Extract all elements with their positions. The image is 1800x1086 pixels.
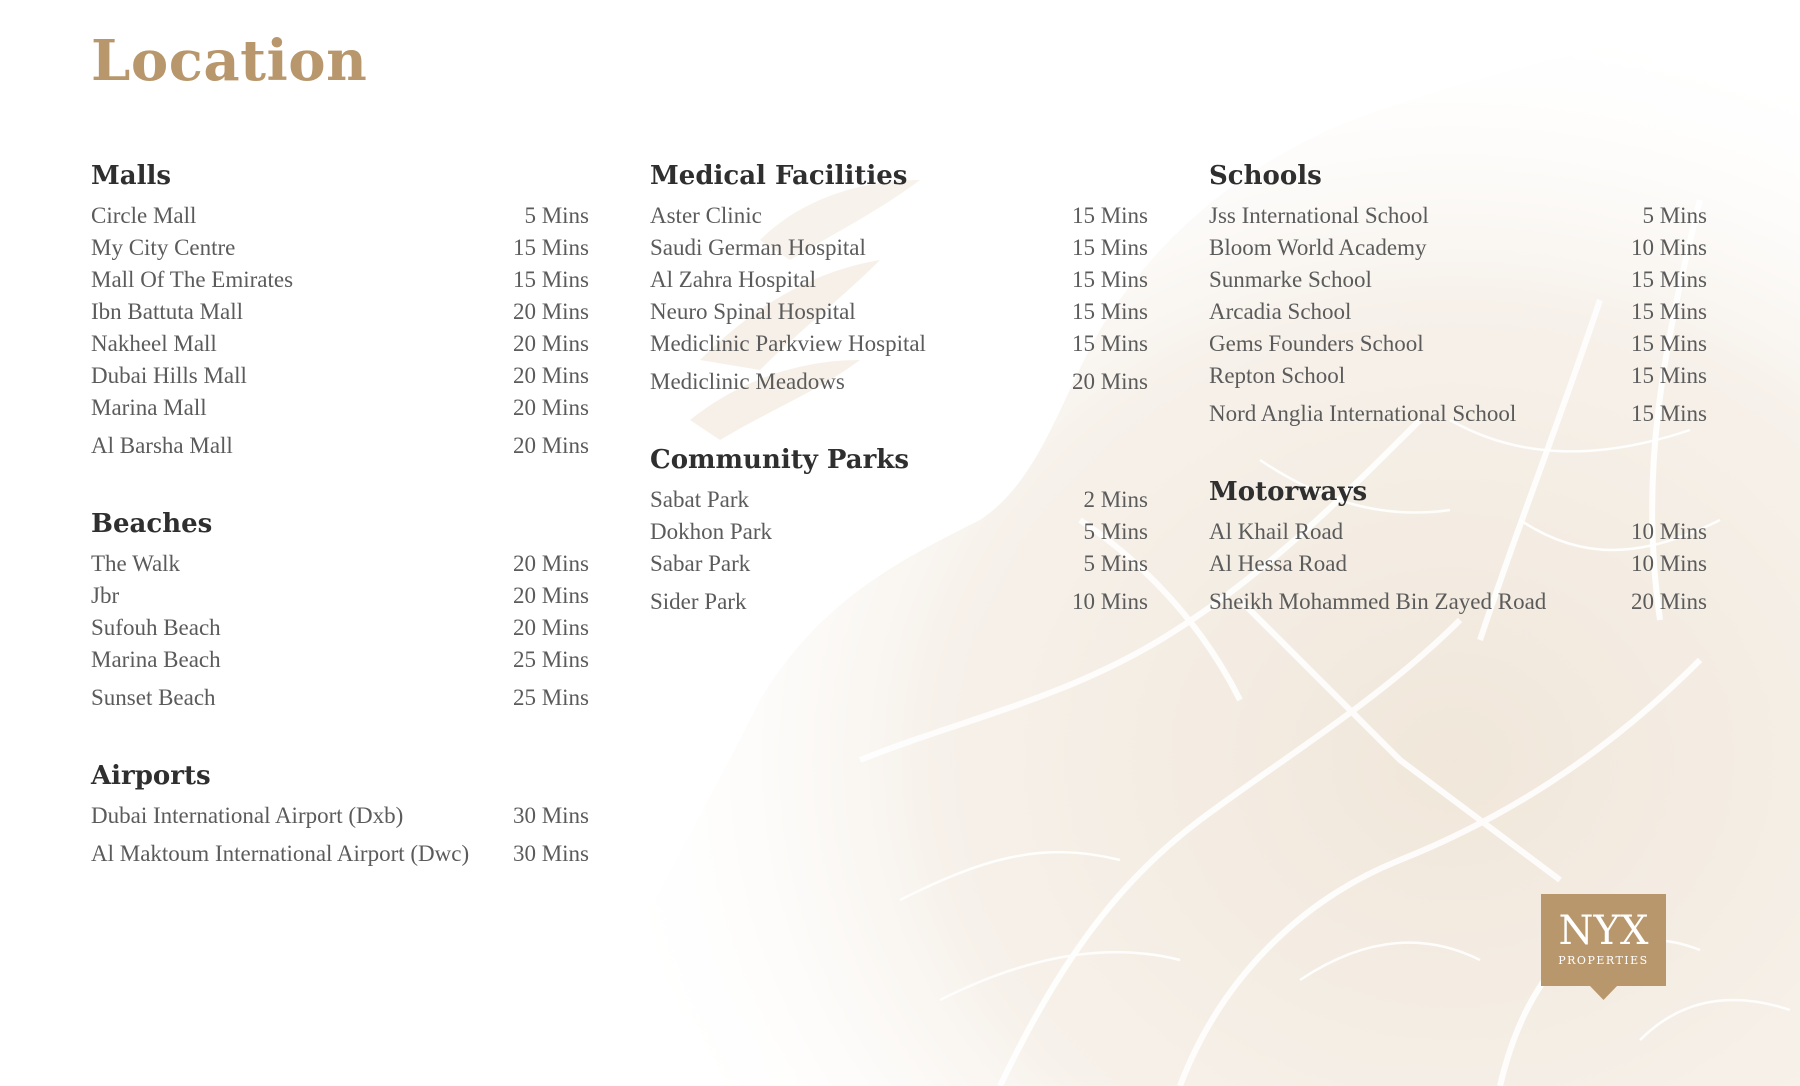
- section-title: Medical Facilities: [650, 161, 908, 191]
- list-item: [91, 264, 589, 296]
- list-item: [91, 800, 589, 832]
- place-name: Dokhon Park: [650, 519, 773, 544]
- place-name: Nakheel Mall: [91, 331, 217, 356]
- place-name: Sabat Park: [650, 487, 750, 512]
- place-name: Mall Of The Emirates: [91, 267, 294, 292]
- list-item: [650, 264, 1148, 296]
- travel-time: 15 Mins: [512, 235, 589, 260]
- list-item: [1209, 200, 1707, 232]
- section-title: Schools: [1209, 161, 1322, 191]
- place-name: Sufouh Beach: [91, 615, 221, 640]
- section-community-parks: [650, 440, 1148, 618]
- section-title: Beaches: [91, 509, 213, 539]
- place-name: Sabar Park: [650, 551, 751, 576]
- travel-time: 15 Mins: [1071, 235, 1148, 260]
- place-name: Gems Founders School: [1209, 331, 1424, 356]
- list-item: [1209, 360, 1707, 392]
- place-name: Marina Beach: [91, 647, 221, 672]
- logo-subtitle: PROPERTIES: [1558, 954, 1649, 967]
- travel-time: 15 Mins: [1071, 299, 1148, 324]
- travel-time: 20 Mins: [512, 433, 589, 458]
- list-item: [1209, 548, 1707, 580]
- travel-time: 10 Mins: [1630, 235, 1707, 260]
- list-item: [91, 612, 589, 644]
- list-item: [1209, 232, 1707, 264]
- travel-time: 5 Mins: [524, 203, 589, 228]
- section-motorways: [1209, 472, 1707, 618]
- place-name: Repton School: [1209, 363, 1346, 388]
- place-name: Bloom World Academy: [1209, 235, 1427, 260]
- list-item: [1209, 296, 1707, 328]
- travel-time: 20 Mins: [512, 583, 589, 608]
- page-title: Location: [91, 28, 368, 94]
- list-item: [91, 392, 589, 424]
- section-title: Malls: [91, 161, 172, 191]
- place-name: My City Centre: [91, 235, 236, 260]
- column-2: [650, 156, 1148, 660]
- list-item: [91, 644, 589, 676]
- list-item: [91, 580, 589, 612]
- travel-time: 20 Mins: [512, 551, 589, 576]
- place-name: Al Barsha Mall: [91, 433, 233, 458]
- list-item: [650, 586, 1148, 618]
- list-item: [650, 232, 1148, 264]
- place-name: Saudi German Hospital: [650, 235, 866, 260]
- place-name: Neuro Spinal Hospital: [650, 299, 856, 324]
- travel-time: 15 Mins: [1071, 203, 1148, 228]
- list-item: [650, 366, 1148, 398]
- travel-time: 30 Mins: [512, 841, 589, 866]
- place-name: Al Zahra Hospital: [650, 267, 817, 292]
- place-name: Sheikh Mohammed Bin Zayed Road: [1209, 589, 1547, 614]
- travel-time: 20 Mins: [512, 331, 589, 356]
- travel-time: 10 Mins: [1071, 589, 1148, 614]
- place-name: Ibn Battuta Mall: [91, 299, 244, 324]
- travel-time: 15 Mins: [1630, 299, 1707, 324]
- place-name: The Walk: [91, 551, 181, 576]
- list-item: [91, 328, 589, 360]
- travel-time: 15 Mins: [1071, 267, 1148, 292]
- list-item: [650, 200, 1148, 232]
- list-item: [650, 548, 1148, 580]
- place-name: Dubai International Airport (Dxb): [91, 803, 404, 828]
- section-airports: [91, 756, 589, 870]
- travel-time: 5 Mins: [1083, 551, 1148, 576]
- list-item: [91, 682, 589, 714]
- travel-time: 20 Mins: [512, 615, 589, 640]
- section-beaches: [91, 504, 589, 714]
- section-medical-facilities: [650, 156, 1148, 398]
- section-schools: [1209, 156, 1707, 430]
- list-item: [1209, 398, 1707, 430]
- list-item: [650, 328, 1148, 360]
- list-item: [91, 430, 589, 462]
- section-title: Motorways: [1209, 477, 1368, 507]
- travel-time: 15 Mins: [1071, 331, 1148, 356]
- list-item: [91, 548, 589, 580]
- travel-time: 15 Mins: [512, 267, 589, 292]
- list-item: [1209, 516, 1707, 548]
- place-name: Sunset Beach: [91, 685, 216, 710]
- place-name: Nord Anglia International School: [1209, 401, 1517, 426]
- travel-time: 15 Mins: [1630, 401, 1707, 426]
- list-item: [650, 484, 1148, 516]
- travel-time: 15 Mins: [1630, 267, 1707, 292]
- place-name: Mediclinic Parkview Hospital: [650, 331, 926, 356]
- place-name: Sunmarke School: [1209, 267, 1372, 292]
- travel-time: 5 Mins: [1642, 203, 1707, 228]
- logo-wordmark: NYX: [1558, 908, 1649, 954]
- travel-time: 20 Mins: [512, 395, 589, 420]
- list-item: [650, 296, 1148, 328]
- place-name: Aster Clinic: [650, 203, 762, 228]
- place-name: Circle Mall: [91, 203, 197, 228]
- list-item: [91, 200, 589, 232]
- place-name: Marina Mall: [91, 395, 207, 420]
- travel-time: 25 Mins: [512, 647, 589, 672]
- list-item: [91, 360, 589, 392]
- place-name: Arcadia School: [1209, 299, 1352, 324]
- travel-time: 20 Mins: [1630, 589, 1707, 614]
- section-malls: [91, 156, 589, 462]
- travel-time: 10 Mins: [1630, 551, 1707, 576]
- place-name: Al Maktoum International Airport (Dwc): [91, 841, 470, 866]
- travel-time: 5 Mins: [1083, 519, 1148, 544]
- list-item: [91, 232, 589, 264]
- list-item: [1209, 264, 1707, 296]
- travel-time: 30 Mins: [512, 803, 589, 828]
- travel-time: 20 Mins: [512, 363, 589, 388]
- list-item: [1209, 586, 1707, 618]
- place-name: Sider Park: [650, 589, 747, 614]
- place-name: Jbr: [91, 583, 120, 608]
- travel-time: 25 Mins: [512, 685, 589, 710]
- section-title: Community Parks: [650, 445, 909, 475]
- place-name: Al Hessa Road: [1209, 551, 1347, 576]
- column-3: [1209, 156, 1707, 660]
- travel-time: 2 Mins: [1083, 487, 1148, 512]
- place-name: Mediclinic Meadows: [650, 369, 845, 394]
- travel-time: 10 Mins: [1630, 519, 1707, 544]
- travel-time: 20 Mins: [512, 299, 589, 324]
- nyx-properties-logo: [1541, 894, 1666, 1012]
- section-title: Airports: [91, 761, 211, 791]
- list-item: [650, 516, 1148, 548]
- place-name: Dubai Hills Mall: [91, 363, 247, 388]
- travel-time: 20 Mins: [1071, 369, 1148, 394]
- list-item: [1209, 328, 1707, 360]
- place-name: Jss International School: [1209, 203, 1429, 228]
- travel-time: 15 Mins: [1630, 331, 1707, 356]
- place-name: Al Khail Road: [1209, 519, 1344, 544]
- list-item: [91, 838, 589, 870]
- column-1: [91, 156, 589, 912]
- travel-time: 15 Mins: [1630, 363, 1707, 388]
- list-item: [91, 296, 589, 328]
